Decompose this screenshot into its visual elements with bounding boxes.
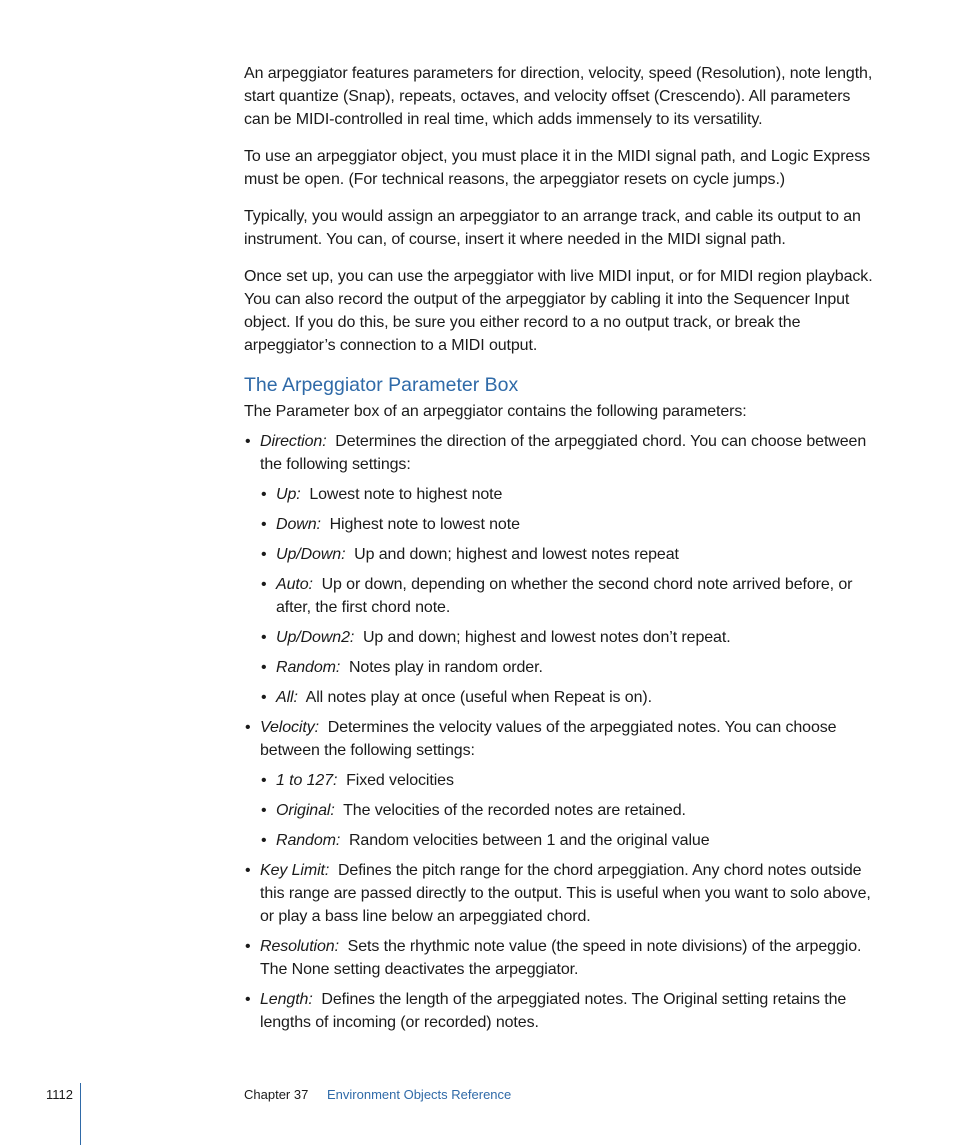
bullet-resolution: • Resolution: Sets the rhythmic note value (the speed in note divisions) of the arpeggio. The None setting deactivates the arpeggiator. (245, 938, 862, 978)
body-paragraph: To use an arpeggiator object, you must place it in the MIDI signal path, and Logic Express must be open. (For technical reasons, the arpeggiator resets on cycle jumps.) (244, 148, 871, 188)
footer-chapter-title: Environment Objects Reference (327, 1087, 512, 1102)
footer-chapter: Chapter 37 (244, 1087, 309, 1102)
bullet-length: • Length: Defines the length of the arpeggiated notes. The Original setting retains the lengths of incoming (or recorded) notes. (245, 991, 847, 1031)
bullet-key-limit: • Key Limit: Defines the pitch range for the chord arpeggiation. Any chord notes outside this range are passed directly to the output. This is useful when you want to solo above, or play a bass line below an arpeggiated chord. (245, 862, 871, 925)
bullet-up: • Up: Lowest note to highest note (261, 486, 503, 503)
bullet-down: • Down: Highest note to lowest note (261, 516, 520, 533)
section-intro: The Parameter box of an arpeggiator contains the following parameters: (244, 403, 747, 420)
bullet-fixed-velocities: • 1 to 127: Fixed velocities (261, 772, 454, 789)
bullet-random-velocity: • Random: Random velocities between 1 and the original value (261, 832, 710, 849)
footer-divider (80, 1083, 81, 1145)
bullet-original: • Original: The velocities of the recorded notes are retained. (261, 802, 686, 819)
bullet-up-down2: • Up/Down2: Up and down; highest and lowest notes don’t repeat. (261, 629, 731, 646)
bullet-velocity: • Velocity: Determines the velocity values of the arpeggiated notes. You can choose between the following settings: (245, 719, 837, 759)
bullet-direction: • Direction: Determines the direction of the arpeggiated chord. You can choose between the following settings: (245, 433, 867, 473)
bullet-auto: • Auto: Up or down, depending on whether the second chord note arrived before, or after, the first chord note. (261, 576, 853, 616)
bullet-all: • All: All notes play at once (useful when Repeat is on). (261, 689, 652, 706)
body-paragraph: An arpeggiator features parameters for direction, velocity, speed (Resolution), note length, start quantize (Snap), repeats, octaves, and velocity offset (Crescendo). All parameters can be MIDI-controlled in real time, which adds immensely to its versatility. (244, 65, 873, 128)
section-heading: The Arpeggiator Parameter Box (244, 374, 519, 396)
body-paragraph: Once set up, you can use the arpeggiator with live MIDI input, or for MIDI region playback. You can also record the output of the arpeggiator by cabling it into the Sequencer Input object. If you do this, be sure you either record to a no output track, or break the arpeggiator’s connection to a MIDI output. (244, 268, 873, 354)
bullet-random-direction: • Random: Notes play in random order. (261, 659, 543, 676)
bullet-up-down: • Up/Down: Up and down; highest and lowest notes repeat (261, 546, 679, 563)
page-number: 1112 (46, 1087, 73, 1102)
body-paragraph: Typically, you would assign an arpeggiator to an arrange track, and cable its output to an instrument. You can, of course, insert it where needed in the MIDI signal path. (244, 208, 861, 248)
